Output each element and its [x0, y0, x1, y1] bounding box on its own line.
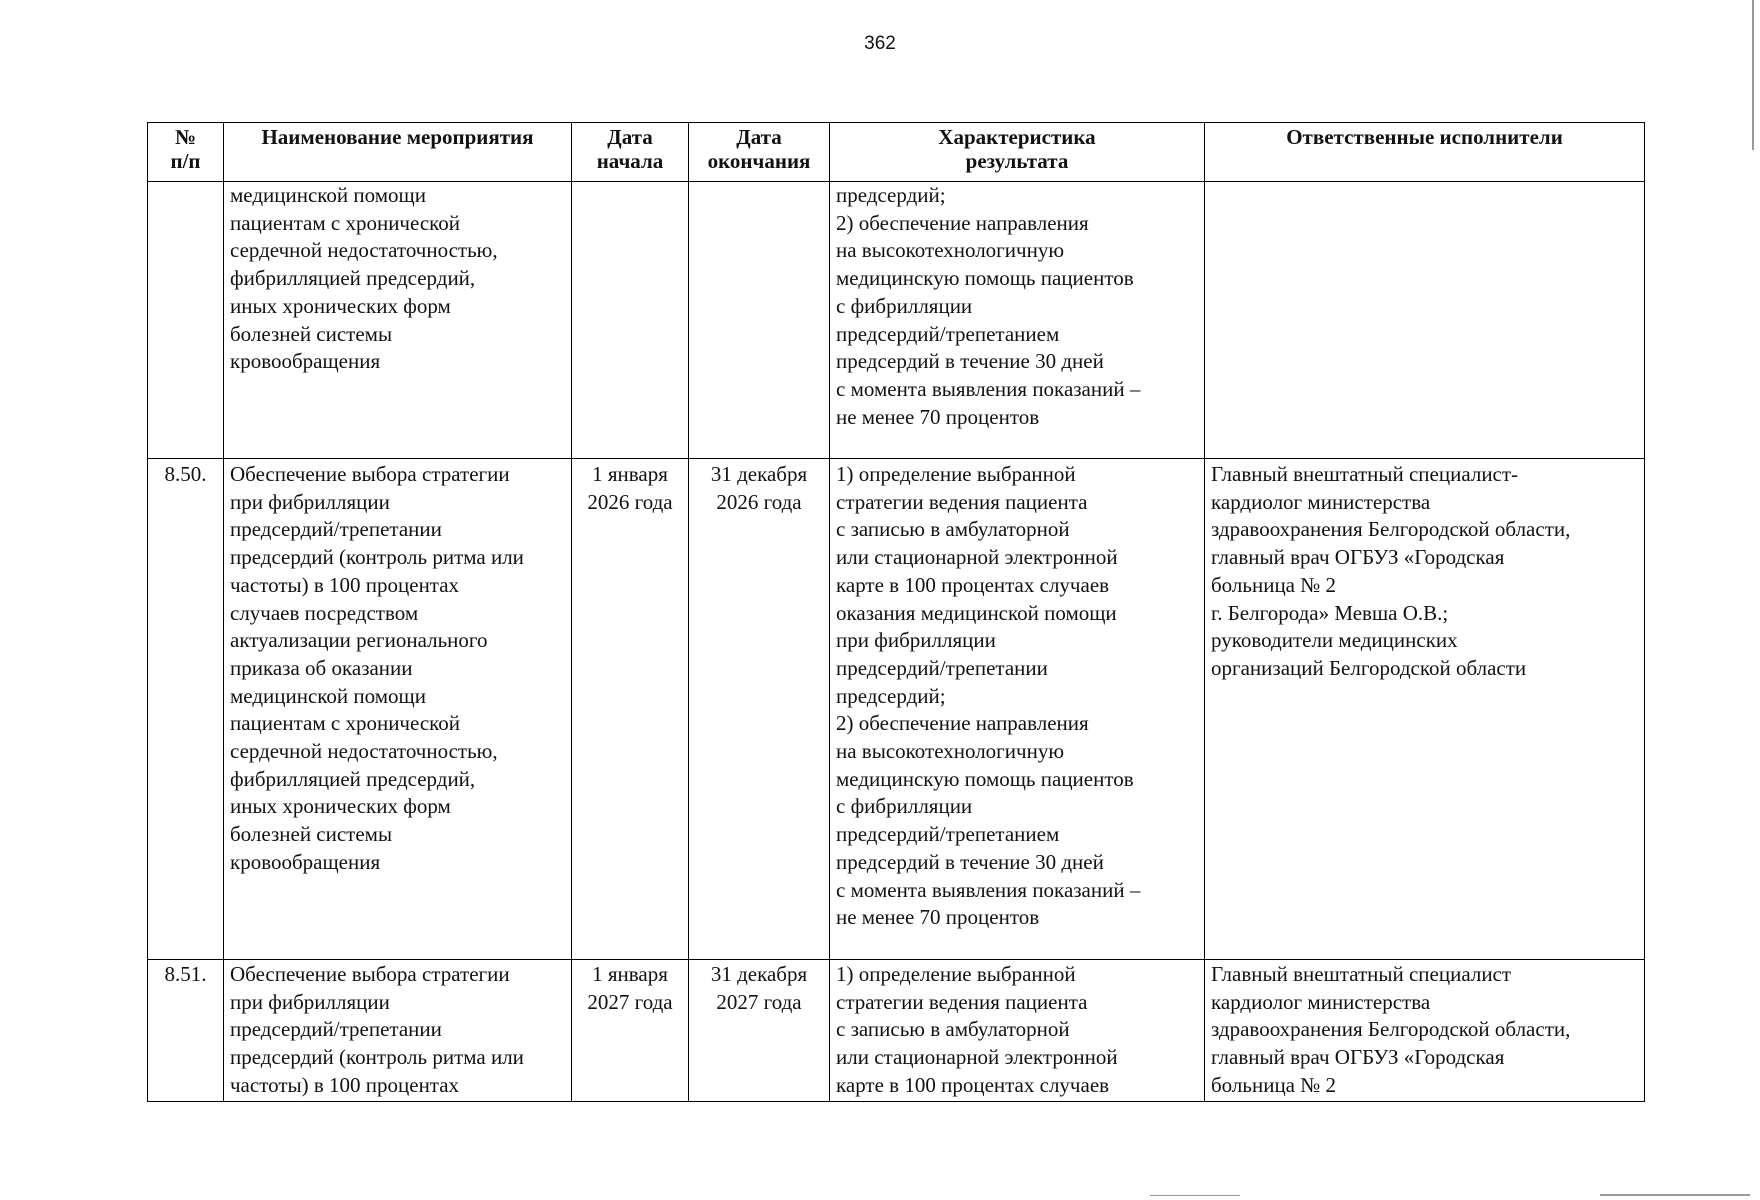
cell-line: медицинскую помощь пациентов — [836, 766, 1134, 791]
cell-line: приказа об оказании — [230, 655, 413, 680]
responsible-cell — [1205, 182, 1645, 459]
header-activity-name — [224, 123, 572, 182]
cell-line: на высокотехнологичную — [836, 739, 1065, 764]
cell-line: фибрилляцией предсердий, — [230, 266, 476, 291]
header-start-date — [572, 123, 689, 182]
header-end-date-line: Дата — [736, 125, 782, 149]
cell-line: предсердий в течение 30 дней — [836, 849, 1104, 874]
cell-line: пациентам с хронической — [230, 711, 461, 736]
cell-line: предсердий (контроль ритма или — [230, 1045, 524, 1070]
cell-line: 31 декабря — [710, 962, 808, 986]
cell-line: предсердий/трепетанием — [836, 321, 1060, 346]
row-number-cell — [148, 960, 224, 1102]
cell-line: больница № 2 — [1211, 572, 1337, 597]
cell-line: 1) определение выбранной — [836, 462, 1076, 486]
cell-line: предсердий/трепетанием — [836, 822, 1060, 847]
cell-line: 1 января — [592, 462, 668, 486]
responsible-cell — [1205, 960, 1645, 1102]
cell-line: руководители медицинских — [1211, 628, 1458, 653]
end-date-cell — [689, 182, 830, 459]
cell-line: 1 января — [592, 962, 668, 986]
cell-line: или стационарной электронной — [836, 1045, 1118, 1070]
cell-line: при фибрилляции — [230, 989, 390, 1014]
cell-line: медицинскую помощь пациентов — [836, 266, 1134, 291]
result-cell — [830, 182, 1205, 459]
activity-name-cell — [224, 960, 572, 1102]
table-row — [148, 960, 1645, 1102]
action-plan-table — [147, 122, 1645, 1102]
cell-line: случаев посредством — [230, 600, 419, 625]
header-result-line: Характеристика — [938, 125, 1096, 149]
cell-line: предсердий; — [836, 683, 946, 708]
cell-line: кровообращения — [230, 349, 381, 374]
cell-line: 2026 года — [587, 489, 673, 514]
cell-line: медицинской помощи — [230, 683, 426, 708]
header-result-line: результата — [965, 149, 1069, 173]
result-cell — [830, 459, 1205, 960]
scan-edge-mark — [1600, 1194, 1750, 1196]
cell-line: организаций Белгородской области — [1211, 655, 1527, 680]
cell-line: кардиолог министерства — [1211, 489, 1431, 514]
cell-line: 2) обеспечение направления — [836, 210, 1089, 235]
cell-line: предсердий/трепетании — [836, 655, 1048, 680]
scan-edge-mark — [1150, 1195, 1240, 1196]
cell-line: актуализации регионального — [230, 628, 488, 653]
cell-line: при фибрилляции — [836, 628, 996, 653]
cell-line: пациентам с хронической — [230, 210, 461, 235]
start-date-cell — [572, 459, 689, 960]
cell-line: с фибрилляции — [836, 293, 973, 318]
cell-line: Обеспечение выбора стратегии — [230, 462, 510, 486]
header-end-date — [689, 123, 830, 182]
cell-line: фибрилляцией предсердий, — [230, 766, 476, 791]
header-responsible — [1205, 123, 1645, 182]
cell-line: частоты) в 100 процентах — [230, 572, 460, 597]
cell-line: здравоохранения Белгородской области, — [1211, 1017, 1571, 1042]
header-number-line: № — [174, 125, 197, 149]
cell-line: предсердий/трепетании — [230, 517, 442, 542]
cell-line: больница № 2 — [1211, 1072, 1337, 1097]
cell-line: стратегии ведения пациента — [836, 489, 1088, 514]
cell-line: г. Белгорода» Мевша О.В.; — [1211, 600, 1449, 625]
cell-line: предсердий в течение 30 дней — [836, 349, 1104, 374]
cell-line: с записью в амбулаторной — [836, 1017, 1070, 1042]
cell-line: частоты) в 100 процентах — [230, 1072, 460, 1097]
cell-line: Главный внештатный специалист — [1211, 962, 1512, 986]
cell-line: предсердий (контроль ритма или — [230, 545, 524, 570]
header-start-date-line: начала — [596, 149, 664, 173]
header-number — [148, 123, 224, 182]
end-date-cell — [689, 459, 830, 960]
cell-line: болезней системы — [230, 822, 393, 847]
cell-line: 2) обеспечение направления — [836, 711, 1089, 736]
table-row — [148, 182, 1645, 459]
cell-line: болезней системы — [230, 321, 393, 346]
activity-name-cell — [224, 459, 572, 960]
row-number-cell — [148, 459, 224, 960]
cell-line: предсердий; — [836, 183, 946, 207]
header-start-date-line: Дата — [607, 125, 653, 149]
responsible-cell — [1205, 459, 1645, 960]
cell-line: карте в 100 процентах случаев — [836, 1072, 1110, 1097]
cell-line: сердечной недостаточностью, — [230, 739, 498, 764]
cell-line: не менее 70 процентов — [836, 905, 1040, 930]
cell-line: или стационарной электронной — [836, 545, 1118, 570]
cell-line: главный врач ОГБУЗ «Городская — [1211, 545, 1505, 570]
cell-line: 2027 года — [716, 989, 802, 1014]
cell-line: здравоохранения Белгородской области, — [1211, 517, 1571, 542]
cell-line: 2027 года — [587, 989, 673, 1014]
header-result — [830, 123, 1205, 182]
start-date-cell — [572, 182, 689, 459]
end-date-cell — [689, 960, 830, 1102]
cell-line: медицинской помощи — [230, 183, 426, 207]
header-responsible-line: Ответственные исполнители — [1286, 125, 1563, 149]
cell-line: Обеспечение выбора стратегии — [230, 962, 510, 986]
page-number: 362 — [864, 33, 896, 54]
row-number: 8.51. — [164, 962, 207, 986]
cell-line: иных хронических форм — [230, 794, 451, 819]
row-number: 8.50. — [164, 462, 207, 486]
cell-line: с момента выявления показаний – — [836, 877, 1141, 902]
header-end-date-line: окончания — [707, 149, 811, 173]
table-row — [148, 459, 1645, 960]
cell-line: 2026 года — [716, 489, 802, 514]
start-date-cell — [572, 960, 689, 1102]
cell-line: иных хронических форм — [230, 293, 451, 318]
header-number-line: п/п — [170, 149, 201, 173]
activity-name-cell — [224, 182, 572, 459]
cell-line: Главный внештатный специалист- — [1211, 462, 1519, 486]
table-header-row — [148, 123, 1645, 182]
cell-line: с момента выявления показаний – — [836, 376, 1141, 401]
result-cell — [830, 960, 1205, 1102]
cell-line: с записью в амбулаторной — [836, 517, 1070, 542]
cell-line: стратегии ведения пациента — [836, 989, 1088, 1014]
cell-line: на высокотехнологичную — [836, 238, 1065, 263]
cell-line: при фибрилляции — [230, 489, 390, 514]
cell-line: оказания медицинской помощи — [836, 600, 1117, 625]
cell-line: кардиолог министерства — [1211, 989, 1431, 1014]
cell-line: главный врач ОГБУЗ «Городская — [1211, 1045, 1505, 1070]
cell-line: предсердий/трепетании — [230, 1017, 442, 1042]
scan-edge-mark — [1752, 0, 1754, 150]
cell-line: 31 декабря — [710, 462, 808, 486]
cell-line: кровообращения — [230, 849, 381, 874]
cell-line: с фибрилляции — [836, 794, 973, 819]
row-number-cell — [148, 182, 224, 459]
cell-line: 1) определение выбранной — [836, 962, 1076, 986]
cell-line: карте в 100 процентах случаев — [836, 572, 1110, 597]
cell-line: сердечной недостаточностью, — [230, 238, 498, 263]
header-activity-name-line: Наименование мероприятия — [261, 125, 534, 149]
cell-line: не менее 70 процентов — [836, 404, 1040, 429]
